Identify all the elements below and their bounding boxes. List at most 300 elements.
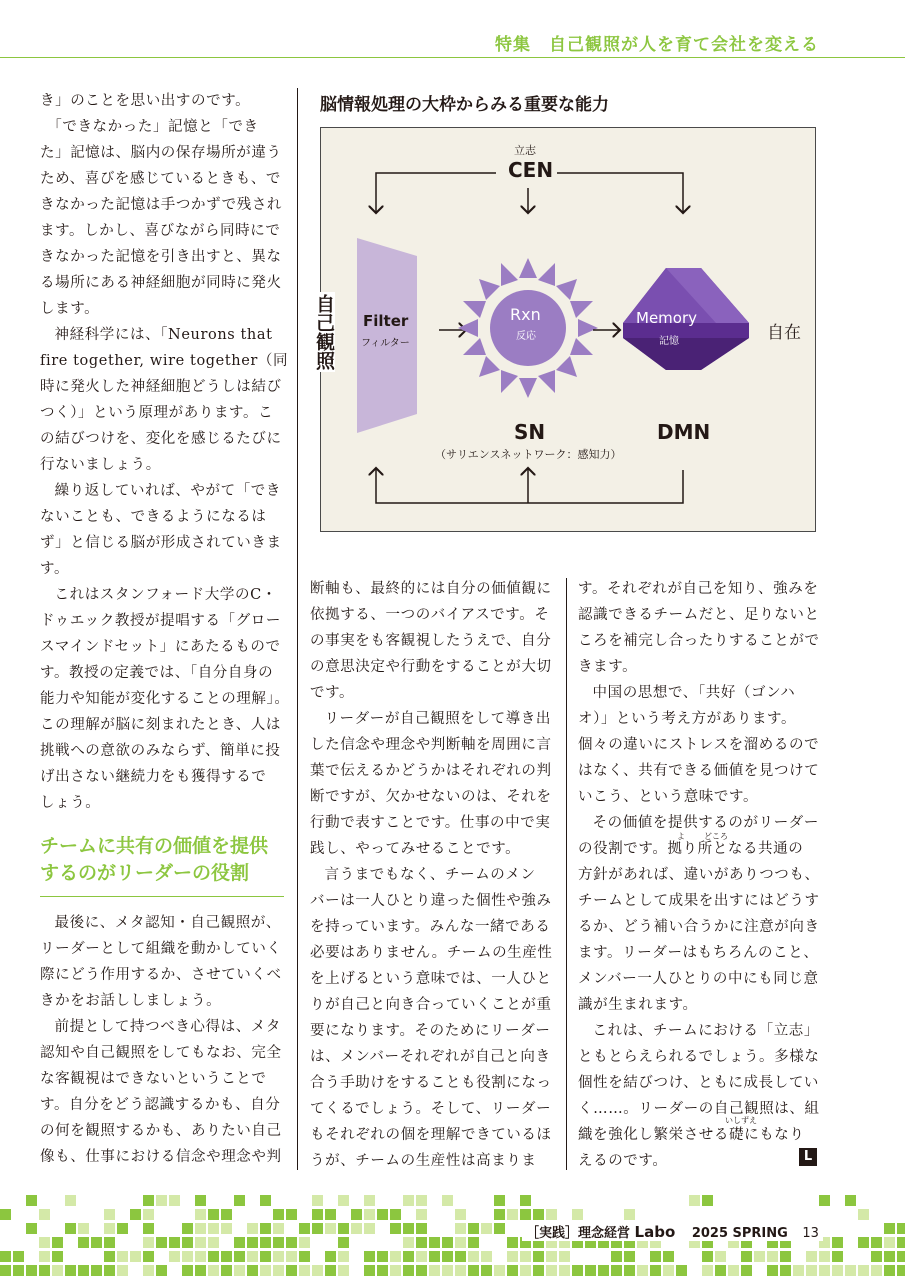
mosaic-tile [364, 1209, 375, 1220]
mosaic-tile [494, 1265, 505, 1276]
text-line: ないことも、できるようになるは [40, 509, 267, 525]
mosaic-tile [741, 1265, 752, 1276]
mosaic-tile [663, 1251, 674, 1262]
text-line: げ出さない継続力をも獲得するで [40, 769, 267, 785]
mosaic-tile [819, 1265, 830, 1276]
mosaic-tile [442, 1265, 453, 1276]
mosaic-tile [390, 1265, 401, 1276]
mosaic-tile [702, 1265, 713, 1276]
mosaic-tile [247, 1265, 258, 1276]
text-line: 時に発火した神経細胞どうしは結び [40, 379, 282, 395]
mosaic-tile [429, 1237, 440, 1248]
heading-rule [40, 896, 284, 897]
mosaic-tile [130, 1209, 141, 1220]
text-line: 個性を結びつけ、ともに成長してい [578, 1075, 820, 1091]
text-line: 「できなかった」記憶と「でき [47, 119, 259, 135]
mosaic-tile [325, 1209, 336, 1220]
mosaic-tile [364, 1195, 375, 1206]
text-line: の何を観照するかも、ありたい自己 [40, 1123, 282, 1139]
text-line: 葉で伝えるかどうかはそれぞれの判 [310, 763, 552, 779]
text-line: うが、チームの生産性は高まりま [310, 1153, 537, 1169]
mosaic-tile [221, 1223, 232, 1234]
body-column-1-top [40, 88, 290, 816]
mosaic-tile [182, 1265, 193, 1276]
mosaic-tile [208, 1237, 219, 1248]
text-line: です。 [310, 685, 355, 701]
body-column-3 [578, 576, 823, 1174]
mosaic-tile [299, 1251, 310, 1262]
mosaic-tile [273, 1237, 284, 1248]
mosaic-tile [39, 1251, 50, 1262]
mosaic-tile [104, 1251, 115, 1262]
mosaic-tile [0, 1209, 11, 1220]
column-divider [297, 88, 298, 1170]
mosaic-tile [338, 1223, 349, 1234]
text-line: つく）」という原理があります。こ [40, 405, 274, 421]
text-line: 識が生まれます。 [578, 997, 698, 1013]
mosaic-tile [182, 1223, 193, 1234]
mosaic-tile [416, 1209, 427, 1220]
mosaic-tile [195, 1195, 206, 1206]
mosaic-tile [364, 1251, 375, 1262]
text-line: 要になります。そのためにリーダー [310, 1023, 551, 1039]
filter-label: Filter [363, 312, 409, 330]
mosaic-tile [429, 1251, 440, 1262]
sn-label: SN [514, 420, 546, 444]
mosaic-tile [13, 1251, 24, 1262]
mosaic-tile [234, 1265, 245, 1276]
rxn-label: Rxn [510, 305, 541, 324]
footer-credit [522, 1222, 823, 1241]
mosaic-tile [286, 1237, 297, 1248]
mosaic-tile [468, 1251, 479, 1262]
mosaic-tile [377, 1251, 388, 1262]
text-line: その価値を提供するのがリーダー [592, 815, 819, 831]
mosaic-tile [416, 1251, 427, 1262]
text-line: 言うまでもなく、チームのメン [324, 867, 536, 883]
mosaic-tile [442, 1195, 453, 1206]
mosaic-tile [143, 1223, 154, 1234]
mosaic-tile [143, 1209, 154, 1220]
mosaic-tile [572, 1209, 583, 1220]
mosaic-tile [533, 1265, 544, 1276]
footer-issue: 2025 SPRING [691, 1226, 788, 1241]
mosaic-tile [897, 1251, 905, 1262]
sn-sub-label: （サリエンスネットワーク：感知力） [435, 448, 622, 461]
mosaic-tile [884, 1251, 895, 1262]
text-line: スマインドセット」にあたるもので [40, 639, 281, 655]
mosaic-tile [481, 1265, 492, 1276]
text-line: きかをお話ししましょう。 [40, 993, 222, 1009]
mosaic-tile [442, 1251, 453, 1262]
text-line: ころを補完し合ったりすることがで [578, 633, 820, 649]
text-line: 行動で表すことです。仕事の中で実 [310, 815, 551, 831]
mosaic-tile [117, 1265, 128, 1276]
mosaic-tile [455, 1251, 466, 1262]
mosaic-tile [507, 1251, 518, 1262]
mosaic-tile [221, 1251, 232, 1262]
text-line: 際にどう作用するか、させていくべ [40, 967, 282, 983]
mosaic-tile [104, 1209, 115, 1220]
mosaic-tile [156, 1237, 167, 1248]
mosaic-tile [481, 1223, 492, 1234]
text-line: た」記憶は、脳内の保存場所が違う [40, 145, 282, 161]
text-line: 認知や自己観照をしてもなお、完全 [40, 1045, 282, 1061]
text-line: き」のことを思い出すのです。 [40, 93, 251, 109]
cen-arrow-right [556, 173, 683, 213]
mosaic-tile [247, 1223, 258, 1234]
mosaic-tile [377, 1265, 388, 1276]
mosaic-tile [260, 1251, 271, 1262]
mosaic-tile [533, 1251, 544, 1262]
mosaic-tile [416, 1195, 427, 1206]
mosaic-tile [338, 1251, 349, 1262]
section-heading [40, 833, 290, 887]
mosaic-tile [416, 1265, 427, 1276]
sn-arrow-left [376, 468, 683, 503]
cen-arrow-left [376, 173, 496, 213]
mosaic-tile [455, 1237, 466, 1248]
mosaic-tile [754, 1251, 765, 1262]
text-line: す。教授の定義では、「自分自身の [40, 665, 274, 681]
text-line: く……。リーダーの自己観照は、組 [578, 1101, 820, 1117]
ruby-yo: よ [677, 832, 685, 841]
mosaic-tile [468, 1265, 479, 1276]
mosaic-tile [598, 1265, 609, 1276]
mosaic-tile [234, 1251, 245, 1262]
text-line: るか、どう補い合うかに注意が向き [578, 919, 820, 935]
column-divider [566, 578, 567, 1170]
mosaic-tile [0, 1251, 11, 1262]
text-line: この理解が脳に刻まれたとき、人は [40, 717, 282, 733]
text-line: 方針があれば、違いがありつつも、 [578, 867, 820, 883]
mosaic-tile [520, 1251, 531, 1262]
section-heading-line: するのがリーダーの役割 [40, 862, 250, 884]
mosaic-tile [702, 1195, 713, 1206]
mosaic-tile [845, 1265, 856, 1276]
mosaic-tile [195, 1265, 206, 1276]
mosaic-tile [832, 1251, 843, 1262]
page-header [0, 0, 905, 58]
text-line: fire together, wire together（同 [40, 353, 289, 369]
rxn-sub-label: 反応 [516, 331, 536, 342]
mosaic-tile [156, 1195, 167, 1206]
text-line: ともとらえられるでしょう。多様な [578, 1049, 820, 1065]
mosaic-tile [208, 1265, 219, 1276]
text-line: 践し、やってみせることです。 [310, 841, 521, 857]
mosaic-tile [0, 1265, 11, 1276]
text-line: 合う手助けをすることも役割になっ [310, 1075, 552, 1091]
mosaic-tile [364, 1223, 375, 1234]
text-line: した信念や理念や判断軸を周囲に言 [310, 737, 552, 753]
mosaic-tile [897, 1237, 905, 1248]
mosaic-tile [312, 1223, 323, 1234]
mosaic-tile [546, 1265, 557, 1276]
mosaic-tile [533, 1209, 544, 1220]
mosaic-tile [208, 1209, 219, 1220]
mosaic-tile [390, 1223, 401, 1234]
mosaic-tile [286, 1265, 297, 1276]
mosaic-tile [507, 1237, 518, 1248]
dmn-label: DMN [657, 420, 711, 444]
memory-label: Memory [636, 309, 698, 327]
mosaic-tile [247, 1251, 258, 1262]
text-line: 中国の思想で、「共好（ゴンハ [592, 685, 796, 701]
mosaic-tile [299, 1237, 310, 1248]
mosaic-tile [403, 1223, 414, 1234]
text-line: きなかった記憶を引き出すと、異な [40, 249, 282, 265]
mosaic-tile [793, 1265, 804, 1276]
mosaic-tile [260, 1195, 271, 1206]
mosaic-tile [468, 1223, 479, 1234]
mosaic-tile [429, 1265, 440, 1276]
mosaic-tile [572, 1265, 583, 1276]
text-line: しょう。 [40, 795, 101, 811]
mosaic-tile [520, 1195, 531, 1206]
text-line: す。それぞれが自己を知り、強みを [578, 581, 819, 597]
mosaic-tile [52, 1237, 63, 1248]
mosaic-tile [351, 1209, 362, 1220]
mosaic-tile [65, 1223, 76, 1234]
mosaic-tile [650, 1265, 661, 1276]
mosaic-tile [221, 1265, 232, 1276]
mosaic-tile [26, 1223, 37, 1234]
mosaic-tile [884, 1223, 895, 1234]
text-line: 個々の違いにストレスを溜めるので [578, 737, 820, 753]
text-line: ます。しかし、喜びながら同時にで [40, 223, 281, 239]
text-line: を上げるという意味では、一人ひと [310, 971, 552, 987]
text-line: きなかった記憶は手つかずで残され [40, 197, 283, 213]
text-line: 織を強化し繁栄させる礎にもなり [578, 1127, 805, 1143]
mosaic-tile [273, 1223, 284, 1234]
mosaic-tile [130, 1251, 141, 1262]
mosaic-tile [858, 1265, 869, 1276]
mosaic-tile [260, 1265, 271, 1276]
text-line: 行ないましょう。 [40, 457, 161, 473]
mosaic-tile [624, 1209, 635, 1220]
mosaic-tile [143, 1251, 154, 1262]
figure-title: 脳情報処理の大枠からみる重要な能力 [320, 95, 609, 115]
mosaic-tile [494, 1223, 505, 1234]
mosaic-tile [247, 1237, 258, 1248]
text-line: バーは一人ひとり違った個性や強み [310, 893, 552, 909]
mosaic-tile [312, 1265, 323, 1276]
mosaic-tile [377, 1209, 388, 1220]
mosaic-tile [91, 1265, 102, 1276]
page-number: 13 [802, 1226, 819, 1241]
mosaic-tile [260, 1223, 271, 1234]
mosaic-tile [702, 1251, 713, 1262]
mosaic-tile [403, 1195, 414, 1206]
text-line: これは、チームにおける「立志」 [592, 1023, 819, 1039]
mosaic-tile [39, 1237, 50, 1248]
mosaic-tile [182, 1237, 193, 1248]
body-column-2 [310, 576, 555, 1174]
cen-label: CEN [504, 158, 557, 182]
mosaic-tile [416, 1223, 427, 1234]
mosaic-tile [78, 1237, 89, 1248]
mosaic-tile [897, 1265, 905, 1276]
mosaic-tile [338, 1195, 349, 1206]
mosaic-tile [52, 1251, 63, 1262]
mosaic-tile [65, 1265, 76, 1276]
mosaic-tile [234, 1195, 245, 1206]
mosaic-tile [403, 1251, 414, 1262]
mosaic-tile [520, 1209, 531, 1220]
mosaic-tile [637, 1265, 648, 1276]
mosaic-tile [39, 1265, 50, 1276]
mosaic-tile [507, 1265, 518, 1276]
mosaic-tile [858, 1237, 869, 1248]
mosaic-tile [208, 1223, 219, 1234]
text-line: 繰り返していれば、やがて「でき [54, 483, 281, 499]
text-line: ため、喜びを感じているときも、で [40, 171, 282, 187]
footer-series: ［実践］理念経営 [526, 1226, 631, 1241]
text-line: もそれぞれの個を理解できているほ [310, 1127, 552, 1143]
self-reflection-vertical-label: 自己観照 [313, 294, 335, 370]
mosaic-tile [858, 1209, 869, 1220]
ruby-ishizue: いしずえ [725, 1116, 757, 1125]
feature-title: 特集 自己観照が人を育て会社を変える [495, 35, 819, 55]
mosaic-tile [884, 1237, 895, 1248]
mosaic-tile [26, 1195, 37, 1206]
text-line: チームとして成果を出すにはどうす [578, 893, 820, 909]
mosaic-tile [26, 1265, 37, 1276]
mosaic-tile [884, 1265, 895, 1276]
mosaic-tile [351, 1223, 362, 1234]
text-line: 像も、仕事における信念や理念や判 [40, 1149, 282, 1165]
mosaic-tile [312, 1195, 323, 1206]
mosaic-tile [195, 1209, 206, 1220]
mosaic-tile [312, 1209, 323, 1220]
text-line: 断軸も、最終的には自分の価値観に [310, 581, 552, 597]
mosaic-tile [455, 1265, 466, 1276]
mosaic-tile [273, 1265, 284, 1276]
mosaic-tile [871, 1237, 882, 1248]
text-line: メンバー一人ひとりの中にも同じ意 [578, 971, 819, 987]
mosaic-tile [208, 1251, 219, 1262]
mosaic-tile [468, 1237, 479, 1248]
mosaic-tile [403, 1237, 414, 1248]
mosaic-tile [325, 1265, 336, 1276]
mosaic-tile [507, 1209, 518, 1220]
mosaic-tile [221, 1209, 232, 1220]
mosaic-tile [78, 1223, 89, 1234]
text-line: これはスタンフォード大学のC・ [54, 587, 277, 603]
mosaic-tile [195, 1251, 206, 1262]
mosaic-tile [780, 1251, 791, 1262]
mosaic-tile [481, 1251, 492, 1262]
mosaic-tile [416, 1237, 427, 1248]
text-line: す。自分をどう認識するかも、自分 [40, 1097, 281, 1113]
mosaic-tile [390, 1209, 401, 1220]
text-line: 必要はありません。チームの生産性 [310, 945, 553, 961]
mosaic-tile [117, 1223, 128, 1234]
jizai-label: 自在 [767, 323, 801, 343]
mosaic-tile [78, 1265, 89, 1276]
mosaic-tile [13, 1265, 24, 1276]
text-line: ドゥエック教授が提唱する「グロー [40, 613, 281, 629]
text-line: の結びつけを、変化を感じるたびに [40, 431, 282, 447]
text-line: の役割です。拠り所となる共通の [578, 841, 804, 857]
mosaic-tile [325, 1251, 336, 1262]
mosaic-tile [819, 1251, 830, 1262]
mosaic-tile [832, 1237, 843, 1248]
text-line: えるのです。 [578, 1153, 668, 1169]
text-line: きます。 [578, 659, 638, 675]
mosaic-tile [546, 1209, 557, 1220]
text-line: 最後に、メタ認知・自己観照が、 [54, 915, 281, 931]
mosaic-tile [338, 1265, 349, 1276]
filter-sub-label: フィルター [361, 338, 410, 349]
mosaic-tile [832, 1265, 843, 1276]
mosaic-tile [585, 1265, 596, 1276]
text-line: 神経科学には、「Neurons that [54, 327, 273, 343]
text-line: はなく、共有できる価値を見つけて [578, 763, 820, 779]
ruby-dokoro: どころ [704, 832, 728, 841]
text-line: 能力や知能が変化することの理解」。 [40, 691, 290, 707]
text-line: いこう、という意味です。 [578, 789, 759, 805]
body-column-1-bottom [40, 910, 284, 1170]
mosaic-tile [338, 1237, 349, 1248]
text-line: す。 [40, 561, 70, 577]
text-line: リーダーとして組織を動かしていく [40, 941, 282, 957]
text-line: を持っています。みんな一緒である [310, 919, 551, 935]
text-line: りが自己と向き合っていくことが重 [310, 997, 552, 1013]
mosaic-tile [104, 1223, 115, 1234]
mosaic-tile [169, 1195, 180, 1206]
mosaic-tile [273, 1251, 284, 1262]
mosaic-tile [169, 1237, 180, 1248]
header-rule [0, 57, 905, 58]
mosaic-tile [494, 1209, 505, 1220]
mosaic-tile [143, 1195, 154, 1206]
mosaic-tile [559, 1251, 570, 1262]
mosaic-tile [494, 1195, 505, 1206]
mosaic-tile [52, 1265, 63, 1276]
mosaic-tile [299, 1265, 310, 1276]
mosaic-tile [442, 1237, 453, 1248]
text-line: リーダーが自己観照をして導き出 [324, 711, 551, 727]
text-line: 前提として持つべき心得は、メタ [54, 1019, 281, 1035]
mosaic-tile [325, 1223, 336, 1234]
text-line: します。 [40, 301, 100, 317]
mosaic-tile [806, 1251, 817, 1262]
mosaic-tile [455, 1223, 466, 1234]
mosaic-tile [689, 1195, 700, 1206]
text-line: な客観視はできないということで [40, 1071, 267, 1087]
text-line: てくるでしょう。そして、リーダー [310, 1101, 552, 1117]
mosaic-tile [650, 1251, 661, 1262]
mosaic-tile [195, 1237, 206, 1248]
mosaic-tile [286, 1251, 297, 1262]
mosaic-tile [104, 1237, 115, 1248]
mosaic-tile [195, 1223, 206, 1234]
text-line: 断ですが、欠かせないのは、それを [310, 789, 552, 805]
mosaic-tile [624, 1251, 635, 1262]
text-line: 認識できるチームだと、足りないと [578, 607, 820, 623]
footer-brand: Labo [634, 1223, 676, 1241]
mosaic-tile [260, 1237, 271, 1248]
mosaic-tile [546, 1251, 557, 1262]
cen-small-label: 立志 [514, 144, 536, 157]
mosaic-tile [65, 1195, 76, 1206]
text-line: る場所にある神経細胞が同時に発火 [40, 275, 282, 291]
text-line: の意思決定や行動をすることが大切 [310, 659, 552, 675]
mosaic-tile [104, 1265, 115, 1276]
memory-sub-label: 記憶 [659, 336, 679, 347]
mosaic-tile [299, 1223, 310, 1234]
